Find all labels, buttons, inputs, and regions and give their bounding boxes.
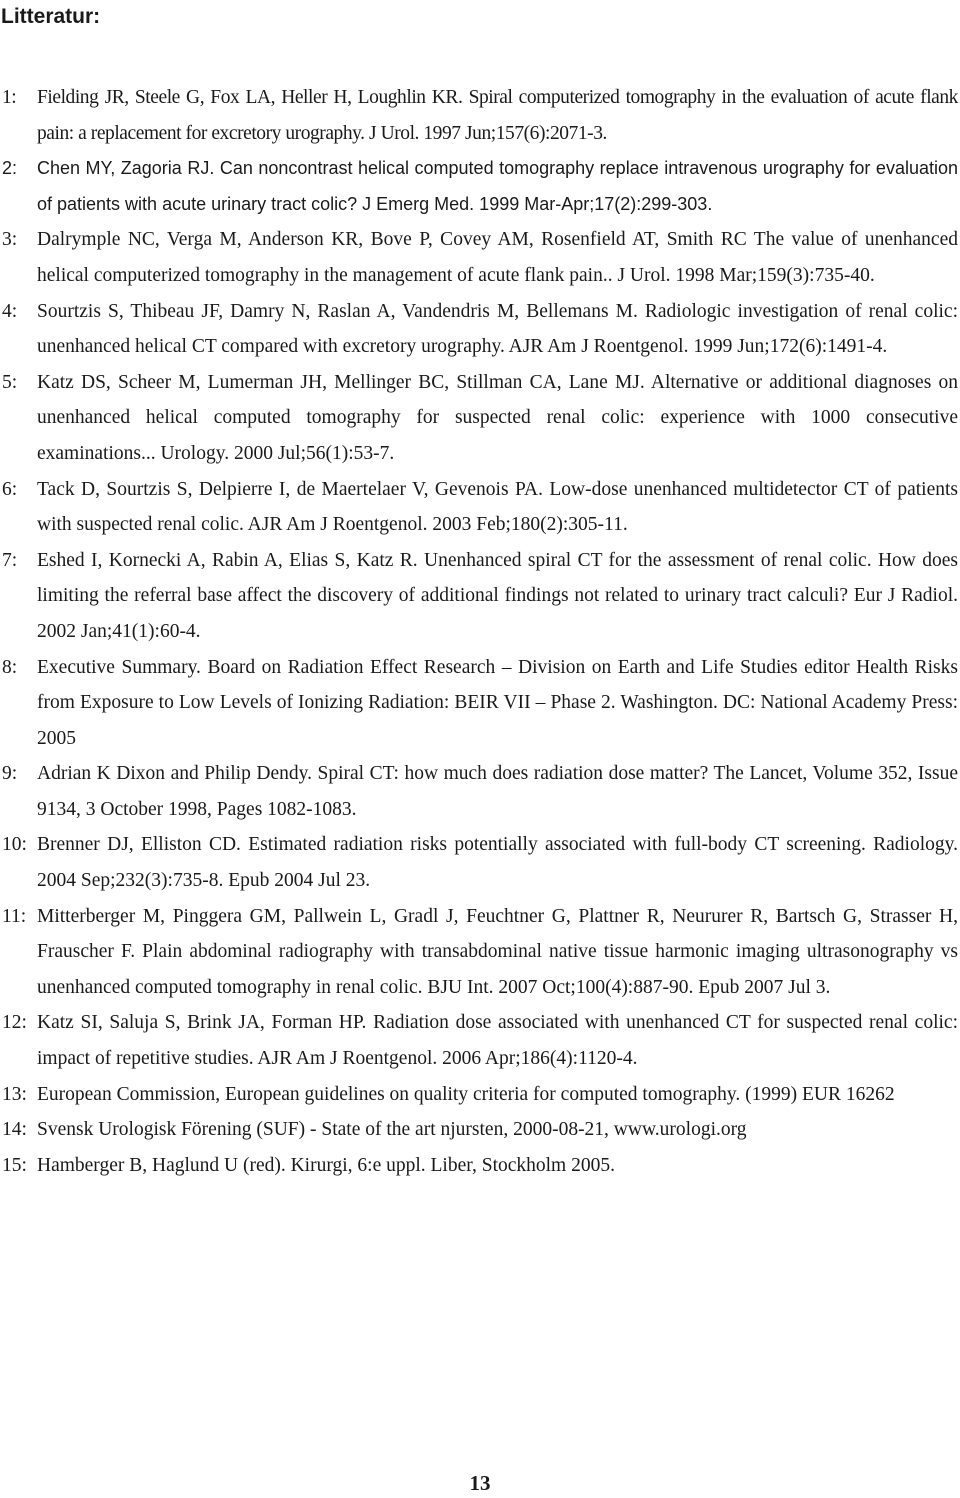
reference-item bbox=[2, 899, 958, 1006]
reference-item bbox=[2, 1148, 958, 1184]
reference-list bbox=[2, 80, 958, 1183]
reference-number: 10: bbox=[2, 834, 27, 856]
reference-text: Eshed I, Kornecki A, Rabin A, Elias S, Katz R. Unenhanced spiral CT for the assessment of renal colic. How does limiting the referral base affect the discovery of additional findings not related to urinary tract calculi? Eur J Radiol. 2002 Jan;41(1):60-4. bbox=[37, 549, 958, 642]
reference-item bbox=[2, 80, 958, 151]
reference-text: Tack D, Sourtzis S, Delpierre I, de Maertelaer V, Gevenois PA. Low-dose unenhanced multidetector CT of patients with suspected renal colic. AJR Am J Roentgenol. 2003 Feb;180(2):305-11. bbox=[37, 478, 958, 536]
reference-number: 13: bbox=[2, 1083, 27, 1105]
reference-item bbox=[2, 1005, 958, 1076]
reference-item bbox=[2, 827, 958, 898]
reference-text: Executive Summary. Board on Radiation Effect Research – Division on Earth and Life Studies editor Health Risks from Exposure to Low Levels of Ionizing Radiation: BEIR VII – Phase 2. Washington. DC: National Academy Press: 2005 bbox=[37, 656, 958, 749]
reference-text: Fielding JR, Steele G, Fox LA, Heller H, Loughlin KR. Spiral computerized tomography in the evaluation of acute flank pain: a replacement for excretory urography. J Urol. 1997 Jun;157(6):2071-3. bbox=[37, 87, 958, 144]
reference-number: 1: bbox=[2, 87, 17, 108]
reference-number: 14: bbox=[2, 1119, 27, 1141]
reference-number: 4: bbox=[2, 300, 18, 322]
reference-item bbox=[2, 543, 958, 650]
reference-text: Katz SI, Saluja S, Brink JA, Forman HP. Radiation dose associated with unenhanced CT for suspected renal colic: impact of repetitive studies. AJR Am J Roentgenol. 2006 Apr;186(4):1120-4. bbox=[37, 1012, 958, 1070]
reference-number: 15: bbox=[2, 1154, 27, 1176]
reference-text: Mitterberger M, Pinggera GM, Pallwein L, Gradl J, Feuchtner G, Plattner R, Neururer R, Bartsch G, Strasser H, Frauscher F. Plain abdominal radiography with transabdominal native tissue harmonic imaging ultrasonography vs unenhanced computed tomography in renal colic. BJU Int. 2007 Oct;100(4):887-90. Epub 2007 Jul 3. bbox=[37, 905, 958, 998]
reference-item bbox=[2, 1112, 958, 1148]
reference-text: European Commission, European guidelines on quality criteria for computed tomography. (1999) EUR 16262 bbox=[37, 1083, 895, 1105]
reference-item bbox=[2, 1077, 958, 1113]
reference-number: 11: bbox=[2, 905, 27, 927]
reference-text: Sourtzis S, Thibeau JF, Damry N, Raslan A, Vandendris M, Bellemans M. Radiologic investigation of renal colic: unenhanced helical CT compared with excretory urography. AJR Am J Roentgenol. 1999 Jun;172(6):1491-4. bbox=[37, 300, 958, 358]
reference-text: Chen MY, Zagoria RJ. Can noncontrast helical computed tomography replace intravenous urography for evaluation of patients with acute urinary tract colic? J Emerg Med. 1999 Mar-Apr;17(2):299-303. bbox=[37, 158, 958, 214]
reference-number: 2: bbox=[2, 158, 18, 179]
reference-item bbox=[2, 472, 958, 543]
reference-number: 9: bbox=[2, 763, 18, 785]
reference-number: 6: bbox=[2, 478, 18, 500]
reference-item bbox=[2, 151, 958, 222]
reference-text: Dalrymple NC, Verga M, Anderson KR, Bove P, Covey AM, Rosenfield AT, Smith RC The value of unenhanced helical computerized tomography in the management of acute flank pain.. J Urol. 1998 Mar;159(3):735-40. bbox=[37, 229, 958, 286]
reference-number: 3: bbox=[2, 229, 18, 251]
reference-number: 7: bbox=[2, 549, 18, 571]
reference-item bbox=[2, 222, 958, 293]
page-heading: Litteratur: bbox=[1, 5, 101, 28]
reference-item bbox=[2, 294, 958, 365]
page-number: 13 bbox=[469, 1471, 491, 1495]
reference-text: Hamberger B, Haglund U (red). Kirurgi, 6:e uppl. Liber, Stockholm 2005. bbox=[37, 1154, 615, 1176]
reference-number: 12: bbox=[2, 1012, 27, 1034]
reference-number: 5: bbox=[2, 371, 18, 393]
reference-item bbox=[2, 650, 958, 757]
reference-number: 8: bbox=[2, 656, 18, 678]
reference-item bbox=[2, 365, 958, 472]
reference-text: Katz DS, Scheer M, Lumerman JH, Mellinger BC, Stillman CA, Lane MJ. Alternative or additional diagnoses on unenhanced helical computed tomography for suspected renal colic: experience with 1000 consecutive examinations... Urology. 2000 Jul;56(1):53-7. bbox=[37, 371, 958, 464]
reference-text: Svensk Urologisk Förening (SUF) - State of the art njursten, 2000-08-21, www.urologi.org bbox=[37, 1119, 747, 1141]
reference-text: Brenner DJ, Elliston CD. Estimated radiation risks potentially associated with full-body CT screening. Radiology. 2004 Sep;232(3):735-8. Epub 2004 Jul 23. bbox=[37, 834, 958, 892]
reference-text: Adrian K Dixon and Philip Dendy. Spiral CT: how much does radiation dose matter? The Lancet, Volume 352, Issue 9134, 3 October 1998, Pages 1082-1083. bbox=[37, 763, 958, 820]
reference-item bbox=[2, 756, 958, 827]
